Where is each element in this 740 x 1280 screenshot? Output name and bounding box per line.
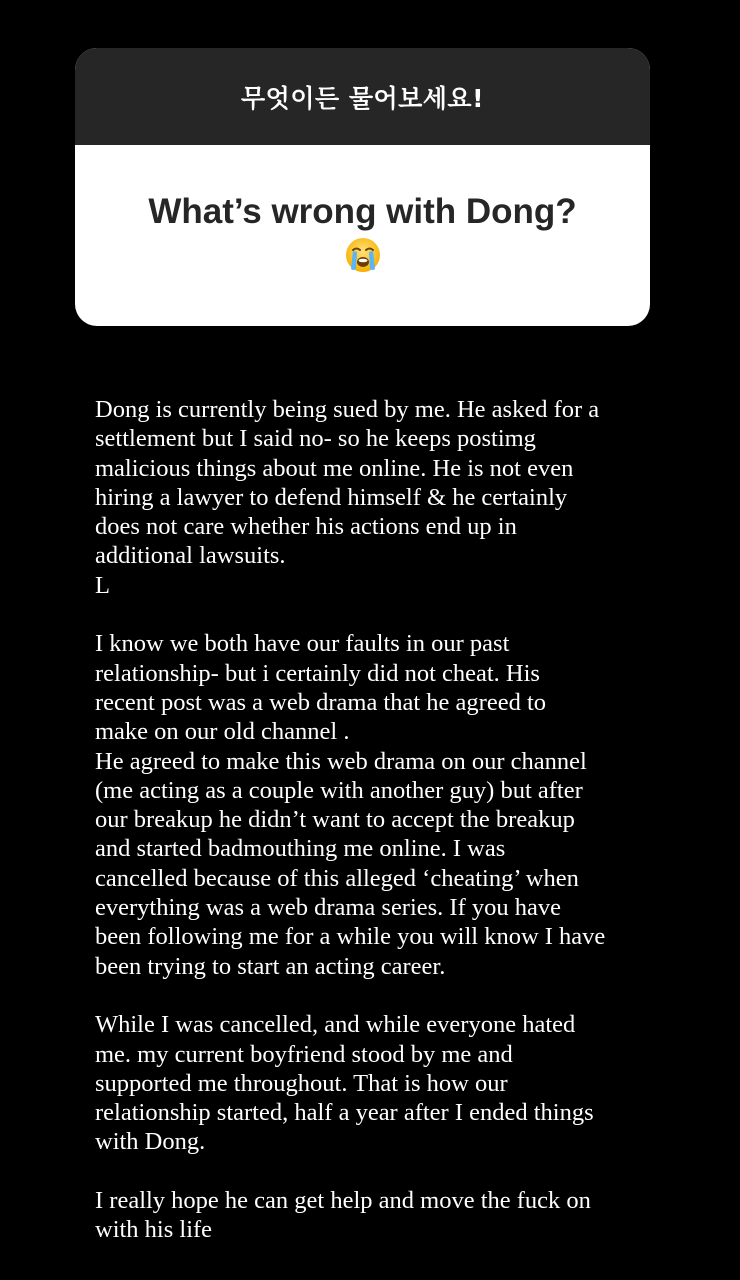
answer-line: relationship- but i certainly did not cheat. His bbox=[95, 659, 540, 687]
question-sticker-body bbox=[75, 145, 650, 326]
answer-line: me. my current boyfriend stood by me and bbox=[95, 1040, 513, 1068]
answer-line: He agreed to make this web drama on our channel bbox=[95, 747, 587, 775]
answer-line: malicious things about me online. He is not even bbox=[95, 454, 574, 482]
answer-line: our breakup he didn’t want to accept the breakup bbox=[95, 806, 575, 834]
question-sticker-header bbox=[75, 48, 650, 145]
paragraph-gap bbox=[95, 1157, 685, 1186]
answer-paragraph-4 bbox=[95, 1186, 685, 1245]
answer-line: cancelled because of this alleged ‘cheating’ when bbox=[95, 864, 579, 892]
answer-line: been following me for a while you will know I have bbox=[95, 923, 606, 951]
answer-line: I know we both have our faults in our past bbox=[95, 630, 510, 658]
answer-line: been trying to start an acting career. bbox=[95, 952, 446, 980]
paragraph-gap bbox=[95, 600, 685, 629]
answer-line: settlement but I said no- so he keeps postimg bbox=[95, 425, 536, 453]
answer-line: relationship started, half a year after I ended things bbox=[95, 1099, 594, 1127]
answer-line: with Dong. bbox=[95, 1128, 206, 1156]
answer-line: everything was a web drama series. If you have bbox=[95, 894, 562, 922]
answer-line: recent post was a web drama that he agreed to bbox=[95, 688, 547, 716]
question-sticker[interactable] bbox=[75, 48, 650, 326]
answer-line: hiring a lawyer to defend himself & he certainly bbox=[95, 483, 568, 511]
paragraph-gap bbox=[95, 981, 685, 1010]
answer-line: and started badmouthing me online. I was bbox=[95, 835, 506, 863]
answer-line: (me acting as a couple with another guy) but after bbox=[95, 776, 583, 804]
answer-line: Dong is currently being sued by me. He asked for a bbox=[95, 396, 600, 423]
question-text: What’s wrong with Dong? bbox=[148, 192, 577, 231]
answer-line: does not care whether his actions end up in bbox=[95, 513, 517, 541]
answer-line: make on our old channel . bbox=[95, 718, 350, 746]
loudly-crying-face-icon bbox=[344, 236, 382, 274]
answer-line: additional lawsuits. bbox=[95, 542, 286, 570]
answer-line: I really hope he can get help and move the fuck on bbox=[95, 1187, 591, 1215]
answer-line: L bbox=[95, 571, 110, 599]
answer-paragraph-3 bbox=[95, 1010, 685, 1156]
answer-line: supported me throughout. That is how our bbox=[95, 1069, 508, 1097]
answer-text bbox=[95, 395, 685, 1245]
question-sticker-title: 무엇이든 물어보세요! bbox=[241, 83, 484, 113]
answer-paragraph-1 bbox=[95, 395, 685, 600]
answer-line: with his life bbox=[95, 1216, 213, 1244]
answer-line: While I was cancelled, and while everyone hated bbox=[95, 1011, 576, 1039]
answer-paragraph-2 bbox=[95, 629, 685, 981]
